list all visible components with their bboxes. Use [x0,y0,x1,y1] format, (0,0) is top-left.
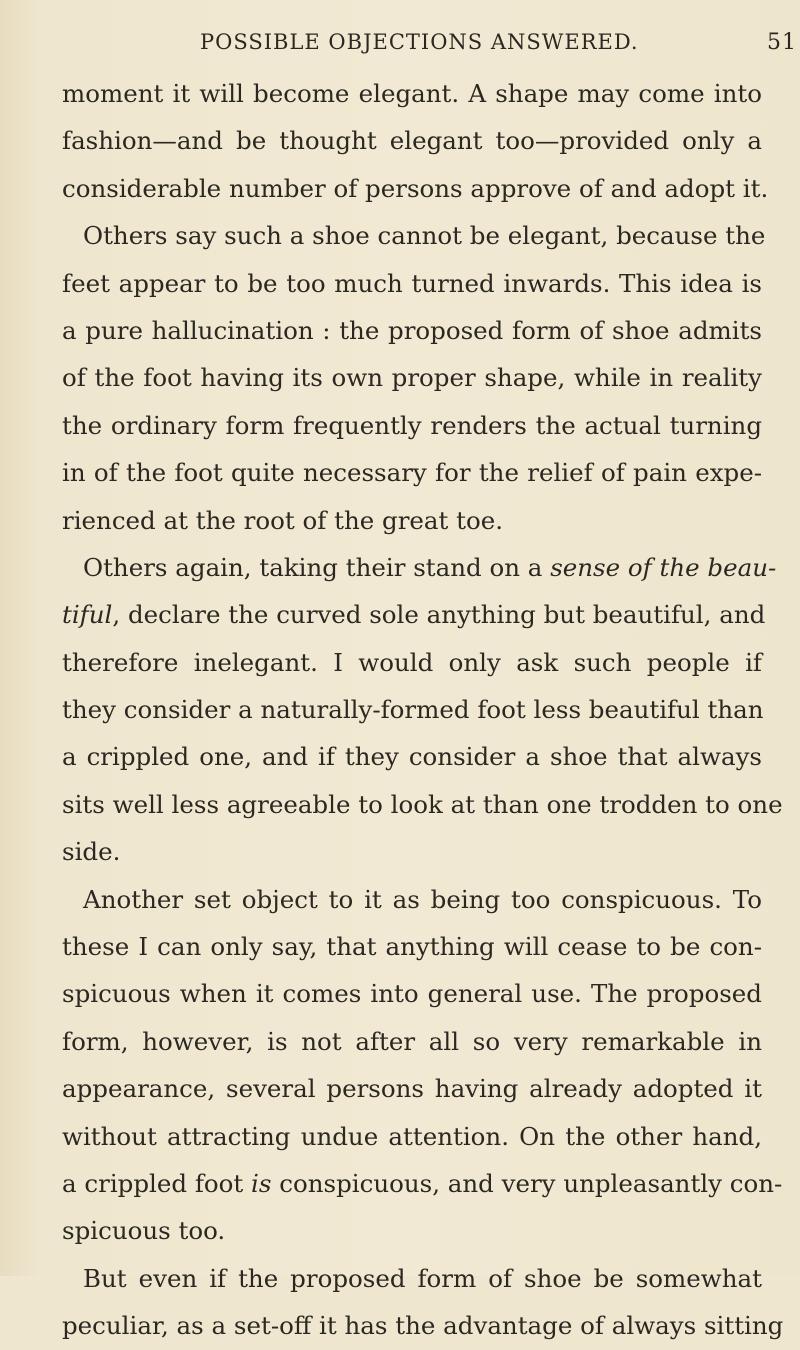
text-line: in of the foot quite necessary for the relief of pain expe- [62,458,762,488]
text-line: a crippled one, and if they consider a shoe that always [62,742,762,772]
text-line: But even if the proposed form of shoe be somewhat [83,1263,762,1293]
page-number: 51 [767,30,797,55]
italic-run: tiful [62,600,113,630]
text-line: they consider a naturally-formed foot less beautiful than [62,695,764,725]
text-line: these I can only say, that anything will cease to be con- [62,932,762,962]
running-title: POSSIBLE OBJECTIONS ANSWERED. [200,30,639,54]
text-run: Others again, taking their stand on a [83,552,551,582]
text-line: considerable number of persons approve of and adopt it. [62,173,769,203]
running-head [200,30,800,60]
text-run: conspicuous, and very unpleasantly con- [271,1168,783,1198]
text-line: appearance, several persons having already adopted it [62,1074,762,1104]
text-line: sits well less agreeable to look at than one trodden to one [62,789,783,819]
text-line: rienced at the root of the great toe. [62,505,504,535]
text-line: without attracting undue attention. On the other hand, [62,1121,762,1151]
italic-run: sense of the beau- [550,552,777,582]
italic-run: is [251,1168,272,1198]
body-text [62,70,784,1350]
text-line: therefore inelegant. I would only ask such people if [62,647,762,677]
text-line [62,591,766,638]
text-line: a pure hallucination : the proposed form of shoe admits [62,315,762,345]
text-line: Another set object to it as being too conspicuous. To [83,884,762,914]
text-line: peculiar, as a set-off it has the advantage of always sitting [62,1311,784,1341]
text-line: form, however, is not after all so very remarkable in [62,1026,762,1056]
text-line: spicuous too. [62,1216,226,1246]
text-line: the ordinary form frequently renders the actual turning [62,410,762,440]
text-run: , declare the curved sole anything but beautiful, and [112,600,766,630]
text-line [62,544,777,591]
text-run: a crippled foot [62,1168,252,1198]
text-line: moment it will become elegant. A shape may come into [62,79,762,108]
text-line: fashion—and be thought elegant too—provided only a [62,126,762,156]
text-line: feet appear to be too much turned inwards. This idea is [62,268,762,298]
text-line: side. [62,837,121,867]
text-line: spicuous when it comes into general use. The proposed [62,979,762,1009]
text-line: Others say such a shoe cannot be elegant, because the [83,221,766,251]
text-line [62,1160,783,1207]
text-line: of the foot having its own proper shape, while in reality [62,363,762,393]
